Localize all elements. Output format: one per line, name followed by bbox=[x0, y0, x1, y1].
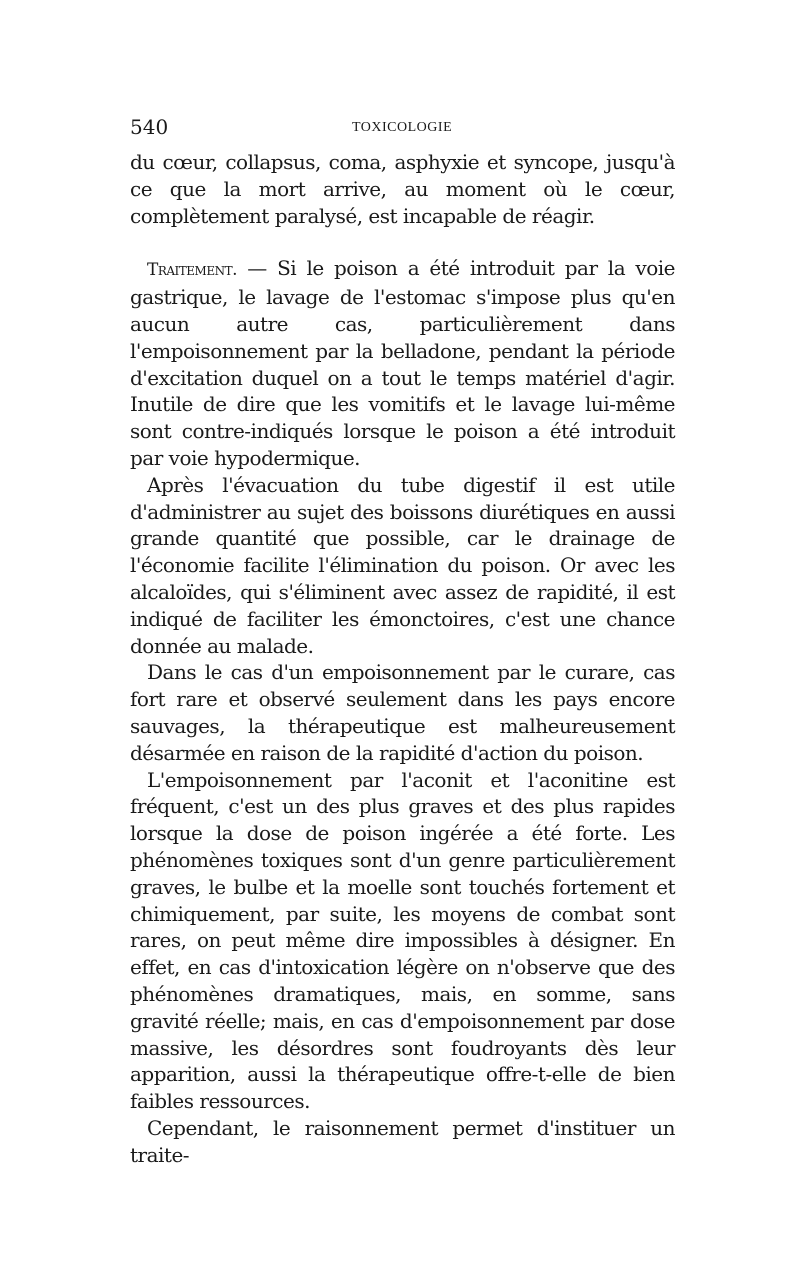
paragraph-aconit: L'empoisonnement par l'aconit et l'aconitine est fréquent, c'est un des plus graves et des plus rapides lorsque la dose de poison ingérée a été forte. Les phénomènes toxiques sont d'un genre particulièrement graves, le bulbe et la moelle sont touchés fortement et chimiquement, par suite, les moyens de combat sont rares, on peut même dire impossibles à désigner. En effet, en cas d'intoxication légère on n'observe que des phénomènes dramatiques, mais, en somme, sans gravité réelle; mais, en cas d'empoisonnement par dose massive, les désordres sont foudroyants dès leur apparition, aussi la thérapeutique offre-t-elle de bien faibles ressources. bbox=[130, 767, 675, 1114]
running-title: TOXICOLOGIE bbox=[352, 120, 453, 135]
paragraph-evacuation: Après l'évacuation du tube digestif il est utile d'administrer au sujet des boissons diurétiques en aussi grande quantité que possible, car le drainage de l'économie facilite l'élimination du poison. Or avec les alcaloïdes, qui s'éliminent avec assez de rapidité, il est indiqué de faciliter les émonctoires, c'est une chance donnée au malade. bbox=[130, 472, 675, 658]
paragraph-cependant: Cependant, le raisonnement permet d'instituer un traite- bbox=[130, 1115, 675, 1167]
paragraph-traitement-text: — Si le poison a été introduit par la voie gastrique, le lavage de l'estomac s'impose plus qu'en aucun autre cas, particulièrement dans l'empoisonnement par la belladone, pendant la période d'excitation duquel on a tout le temps matériel d'agir. Inutile de dire que les vomitifs et le lavage lui-même sont contre-indiqués lorsque le poison a été introduit par voie hypodermique. bbox=[130, 256, 675, 470]
paragraph-traitement bbox=[130, 255, 675, 471]
section-lead-traitement: Traitement. bbox=[147, 260, 237, 281]
paragraph-curare: Dans le cas d'un empoisonnement par le curare, cas fort rare et observé seulement dans les pays encore sauvages, la thérapeutique est malheureusement désarmée en raison de la rapidité d'action du poison. bbox=[130, 660, 675, 765]
page-header bbox=[130, 115, 675, 139]
body-text bbox=[130, 149, 675, 1168]
page-number: 540 bbox=[130, 115, 169, 139]
paragraph-continued: du cœur, collapsus, coma, asphyxie et syncope, jusqu'à ce que la mort arrive, au moment où le cœur, complètement paralysé, est incapable de réagir. bbox=[130, 150, 675, 228]
